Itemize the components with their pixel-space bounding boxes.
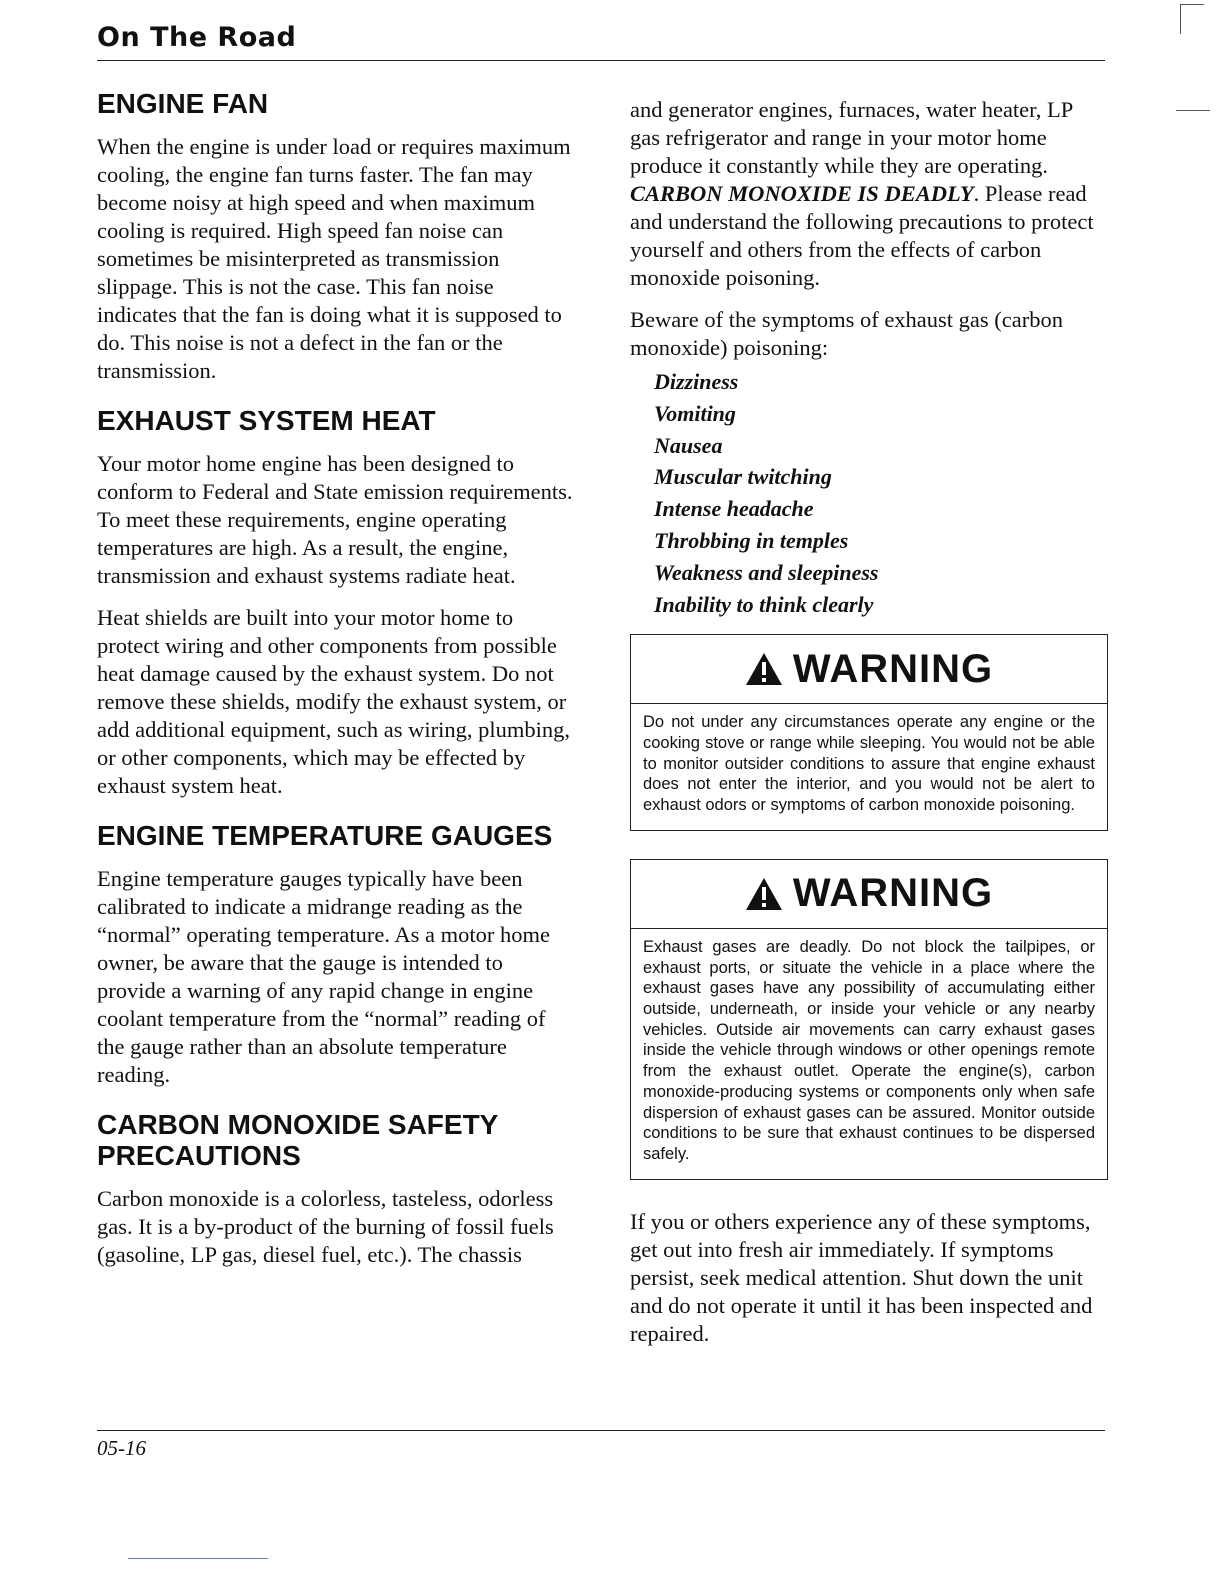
section-engine-fan bbox=[97, 88, 577, 385]
warning-triangle-icon bbox=[745, 652, 783, 686]
section-exhaust-system-heat bbox=[97, 405, 577, 800]
paragraph: Heat shields are built into your motor home to protect wiring and other components from possible heat damage caused by the exhaust system. Do not remove these shields, modify the exhaust system, or add additional equipment, such as wiring, plumbing, or other components, which may be effected by exhaust system heat. bbox=[97, 605, 571, 798]
symptom-list bbox=[654, 366, 1108, 620]
scan-mark bbox=[128, 1558, 268, 1559]
section-carbon-monoxide-safety bbox=[97, 1109, 577, 1269]
paragraph: When the engine is under load or requires maximum cooling, the engine fan turns faster. The fan may become noisy at high speed and when maximum cooling is required. High speed fan noise can sometimes be misinterpreted as transmission slippage. This is not the case. This fan noise indicates that the fan is doing what it is supposed to do. This noise is not a defect in the fan or the transmission. bbox=[97, 134, 571, 383]
paragraph bbox=[630, 96, 1108, 292]
page-number: 05-16 bbox=[97, 1436, 146, 1460]
warning-text: Do not under any circumstances operate any engine or the cooking stove or range while sleeping. You would not be able to monitor outsider conditions to assure that engine exhaust does not enter the interior, and you would not be alert to exhaust odors or symptoms of carbon monoxide poisoning. bbox=[643, 713, 1095, 815]
list-item: Vomiting bbox=[654, 400, 736, 426]
continued-tail: . Please read and understand the following precautions to protect yourself and others from the effects of carbon monoxide poisoning. bbox=[630, 181, 1094, 290]
warning-box-sleeping bbox=[630, 634, 1108, 831]
paragraph: Engine temperature gauges typically have been calibrated to indicate a midrange reading as the “normal” operating temperature. As a motor home owner, be aware that the gauge is intended to provide a warning of any rapid change in engine coolant temperature from the “normal” reading of the gauge rather than an absolute temperature reading. bbox=[97, 866, 550, 1087]
list-item: Throbbing in temples bbox=[654, 527, 849, 553]
warning-header bbox=[631, 860, 1107, 929]
warning-title: WARNING bbox=[792, 646, 994, 691]
heading-carbon-monoxide-safety: CARBON MONOXIDE SAFETY PRECAUTIONS bbox=[97, 1109, 498, 1171]
paragraph: Carbon monoxide is a colorless, tasteless, odorless gas. It is a by-product of the burning of fossil fuels (gasoline, LP gas, diesel fuel, etc.). The chassis bbox=[97, 1186, 554, 1267]
list-item: Inability to think clearly bbox=[654, 591, 874, 617]
warning-triangle-icon bbox=[745, 877, 783, 911]
right-column bbox=[630, 96, 1108, 1362]
continued-text: and generator engines, furnaces, water heater, LP gas refrigerator and range in your motor home produce it constantly while they are operating. bbox=[630, 97, 1073, 178]
warning-header bbox=[631, 635, 1107, 704]
deadly-emphasis: CARBON MONOXIDE IS DEADLY bbox=[630, 181, 974, 206]
list-item: Dizziness bbox=[654, 369, 739, 394]
list-item: Weakness and sleepiness bbox=[654, 559, 879, 585]
left-column bbox=[97, 88, 577, 1289]
warning-title: WARNING bbox=[792, 871, 994, 916]
scan-mark bbox=[1180, 4, 1181, 34]
paragraph: Beware of the symptoms of exhaust gas (carbon monoxide) poisoning: bbox=[630, 307, 1064, 360]
warning-box-exhaust bbox=[630, 859, 1108, 1180]
heading-engine-fan: ENGINE FAN bbox=[97, 88, 269, 119]
list-item: Nausea bbox=[654, 432, 723, 458]
scan-mark bbox=[1176, 110, 1210, 111]
list-item: Muscular twitching bbox=[654, 464, 832, 490]
header-rule bbox=[97, 60, 1105, 61]
heading-engine-temperature-gauges: ENGINE TEMPERATURE GAUGES bbox=[97, 820, 553, 851]
footer-rule bbox=[97, 1430, 1105, 1431]
section-engine-temperature-gauges bbox=[97, 820, 577, 1089]
warning-text: Exhaust gases are deadly. Do not block the tailpipes, or exhaust ports, or situate the vehicle in a place where the exhaust gases have any possibility of accumulating either outside, underneath, or inside your vehicle or any nearby vehicles. Outside air movements can carry exhaust gases inside the vehicle through windows or other openings remote from the exhaust outlet. Operate the engine(s), carbon monoxide-producing systems or components only when safe dispersion of exhaust gases can be assured. Monitor outside conditions to be sure that exhaust continues to be dispersed safely. bbox=[643, 937, 1095, 1163]
list-item: Intense headache bbox=[654, 496, 814, 522]
running-header: On The Road bbox=[97, 22, 297, 53]
scan-mark bbox=[1180, 4, 1204, 5]
paragraph: Your motor home engine has been designed to conform to Federal and State emission requirements. To meet these requirements, engine operating temperatures are high. As a result, the engine, transmission and exhaust systems radiate heat. bbox=[97, 451, 573, 588]
heading-exhaust-system-heat: EXHAUST SYSTEM HEAT bbox=[97, 405, 436, 436]
paragraph: If you or others experience any of these symptoms, get out into fresh air immediately. If symptoms persist, seek medical attention. Shut down the unit and do not operate it until it has been inspected and repaired. bbox=[630, 1208, 1093, 1346]
